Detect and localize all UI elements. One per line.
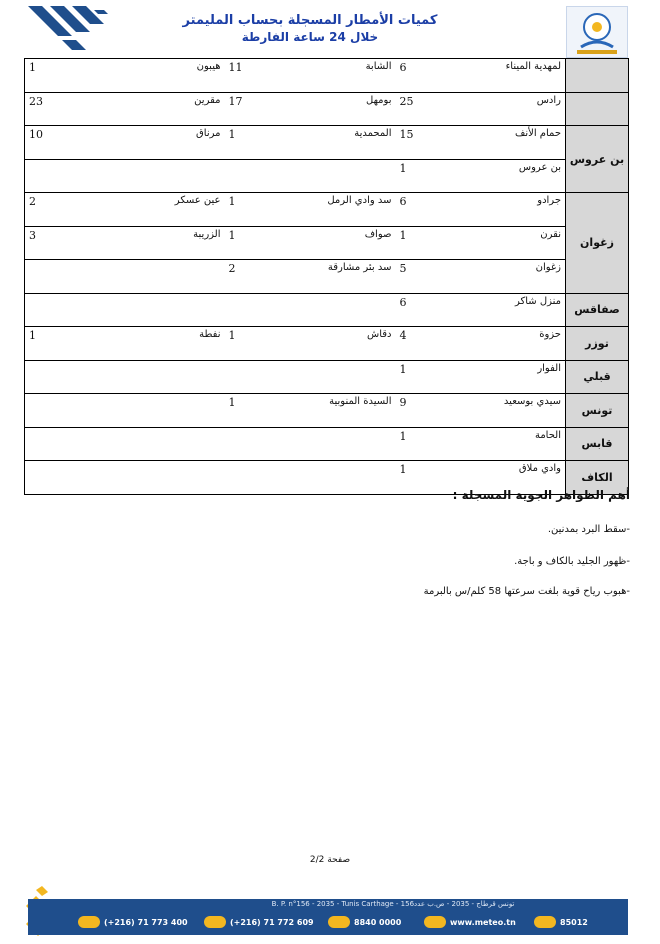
footer-callcenter-text: 8840 0000 bbox=[354, 917, 402, 927]
station-name: نفطة bbox=[130, 327, 225, 361]
rainfall-value: 1 bbox=[25, 59, 130, 93]
governorate-cell: زغوان bbox=[566, 193, 629, 294]
rainfall-value: 1 bbox=[225, 126, 301, 160]
station-name bbox=[301, 360, 396, 394]
rainfall-value: 9 bbox=[396, 394, 472, 428]
rainfall-value: 1 bbox=[225, 327, 301, 361]
governorate-cell: تونس bbox=[566, 394, 629, 428]
title-line-1: كميات الأمطار المسجلة بحساب المليمتر bbox=[182, 13, 438, 28]
rainfall-value bbox=[225, 427, 301, 461]
phenomenon-item: -ظهور الجليد بالكاف و باجة. bbox=[514, 556, 630, 567]
station-name: سيدي بوسعيد bbox=[472, 394, 566, 428]
rainfall-value: 1 bbox=[396, 461, 472, 495]
table-row bbox=[25, 159, 629, 193]
title-line-2: خلال 24 ساعة الفارطة bbox=[241, 30, 379, 44]
fax-icon bbox=[204, 916, 226, 928]
station-name: صواف bbox=[301, 226, 396, 260]
rainfall-value: 1 bbox=[225, 226, 301, 260]
rainfall-value: 4 bbox=[396, 327, 472, 361]
rainfall-value bbox=[25, 360, 130, 394]
phenomenon-item: -هبوب رياح قوية بلغت سرعتها 58 كلم/س بالبرمة bbox=[423, 586, 630, 597]
table-row bbox=[25, 226, 629, 260]
table-row bbox=[25, 59, 629, 93]
rainfall-value bbox=[25, 159, 130, 193]
phone-icon bbox=[78, 916, 100, 928]
station-name: حمام الأنف bbox=[472, 126, 566, 160]
rainfall-value bbox=[225, 159, 301, 193]
phenomena-title: أهم الظواهر الجوية المسجلة : bbox=[452, 488, 630, 502]
call-center-icon bbox=[328, 916, 350, 928]
rainfall-value bbox=[25, 427, 130, 461]
footer-bar bbox=[28, 899, 628, 935]
station-name bbox=[130, 293, 225, 327]
governorate-cell bbox=[566, 59, 629, 93]
table-row bbox=[25, 92, 629, 126]
station-name bbox=[130, 461, 225, 495]
rainfall-value: 25 bbox=[396, 92, 472, 126]
station-name bbox=[301, 461, 396, 495]
table-row bbox=[25, 327, 629, 361]
footer-sms-text: 85012 bbox=[560, 917, 588, 927]
station-name: السيدة المنوبية bbox=[301, 394, 396, 428]
rainfall-value bbox=[25, 394, 130, 428]
rainfall-value: 15 bbox=[396, 126, 472, 160]
rainfall-value: 6 bbox=[396, 193, 472, 227]
sms-icon bbox=[534, 916, 556, 928]
rainfall-value: 6 bbox=[396, 293, 472, 327]
station-name bbox=[130, 260, 225, 294]
footer-sms bbox=[534, 915, 588, 929]
station-name: لمهدية الميناء bbox=[472, 59, 566, 93]
station-name: عين عسكر bbox=[130, 193, 225, 227]
governorate-cell: بن عروس bbox=[566, 126, 629, 193]
rainfall-value bbox=[25, 260, 130, 294]
station-name: مرناق bbox=[130, 126, 225, 160]
web-icon bbox=[424, 916, 446, 928]
station-name: الحامة bbox=[472, 427, 566, 461]
table-row bbox=[25, 394, 629, 428]
footer-address: B. P. n°156 - 2035 - Tunis Carthage - تونس قرطاج - 2035 - ص.ب عدد156 bbox=[271, 900, 515, 908]
rainfall-value: 1 bbox=[396, 159, 472, 193]
station-name: سد بئر مشارقة bbox=[301, 260, 396, 294]
page-number: صفحة 2/2 bbox=[309, 855, 351, 865]
station-name: نقرن bbox=[472, 226, 566, 260]
station-name: بومهل bbox=[301, 92, 396, 126]
station-name bbox=[130, 360, 225, 394]
station-name: سد وادي الرمل bbox=[301, 193, 396, 227]
station-name: مقرين bbox=[130, 92, 225, 126]
station-name bbox=[130, 394, 225, 428]
rainfall-value: 2 bbox=[225, 260, 301, 294]
station-name: وادي ملاق bbox=[472, 461, 566, 495]
footer-web[interactable] bbox=[424, 915, 516, 929]
rainfall-value: 3 bbox=[25, 226, 130, 260]
rainfall-value: 1 bbox=[225, 193, 301, 227]
station-name: جرادو bbox=[472, 193, 566, 227]
rainfall-value: 2 bbox=[25, 193, 130, 227]
institute-logo-icon bbox=[566, 6, 628, 58]
footer-fax-text: (+216) 71 772 609 bbox=[230, 917, 314, 927]
rainfall-value: 23 bbox=[25, 92, 130, 126]
rainfall-value: 1 bbox=[25, 327, 130, 361]
station-name bbox=[301, 159, 396, 193]
governorate-cell bbox=[566, 92, 629, 126]
table-row bbox=[25, 126, 629, 160]
station-name: المحمدية bbox=[301, 126, 396, 160]
station-name: الشابة bbox=[301, 59, 396, 93]
station-name: الزريبة bbox=[130, 226, 225, 260]
footer-phone-text: (+216) 71 773 400 bbox=[104, 917, 188, 927]
station-name: الفوار bbox=[472, 360, 566, 394]
rainfall-value: 11 bbox=[225, 59, 301, 93]
rainfall-value: 1 bbox=[396, 226, 472, 260]
table-row bbox=[25, 293, 629, 327]
station-name: دقاش bbox=[301, 327, 396, 361]
station-name: منزل شاكر bbox=[472, 293, 566, 327]
governorate-cell: قابس bbox=[566, 427, 629, 461]
table-row bbox=[25, 427, 629, 461]
rainfall-value bbox=[225, 293, 301, 327]
phenomenon-item: -سقط البرد بمدنين. bbox=[547, 524, 630, 535]
table-row bbox=[25, 193, 629, 227]
governorate-cell: الكاف bbox=[566, 461, 629, 495]
rainfall-value: 5 bbox=[396, 260, 472, 294]
footer-phone bbox=[78, 915, 188, 929]
rainfall-table bbox=[24, 58, 629, 495]
station-name: بن عروس bbox=[472, 159, 566, 193]
governorate-cell: توزر bbox=[566, 327, 629, 361]
footer-web-text[interactable]: www.meteo.tn bbox=[450, 917, 516, 927]
rainfall-value: 1 bbox=[396, 360, 472, 394]
rainfall-value: 17 bbox=[225, 92, 301, 126]
station-name: زغوان bbox=[472, 260, 566, 294]
header-stripes bbox=[28, 6, 108, 56]
station-name bbox=[301, 293, 396, 327]
station-name: حزوة bbox=[472, 327, 566, 361]
rainfall-value bbox=[225, 360, 301, 394]
station-name bbox=[301, 427, 396, 461]
rainfall-value: 6 bbox=[396, 59, 472, 93]
table-row bbox=[25, 260, 629, 294]
rainfall-value: 1 bbox=[396, 427, 472, 461]
footer-callcenter bbox=[328, 915, 401, 929]
footer-fax bbox=[204, 915, 314, 929]
rainfall-value bbox=[25, 461, 130, 495]
rainfall-value bbox=[25, 293, 130, 327]
rainfall-value bbox=[225, 461, 301, 495]
station-name: رادس bbox=[472, 92, 566, 126]
governorate-cell: قبلي bbox=[566, 360, 629, 394]
rainfall-value: 10 bbox=[25, 126, 130, 160]
table-row bbox=[25, 360, 629, 394]
station-name bbox=[130, 159, 225, 193]
station-name: هيبون bbox=[130, 59, 225, 93]
governorate-cell: صفاقس bbox=[566, 293, 629, 327]
rainfall-value: 1 bbox=[225, 394, 301, 428]
station-name bbox=[130, 427, 225, 461]
